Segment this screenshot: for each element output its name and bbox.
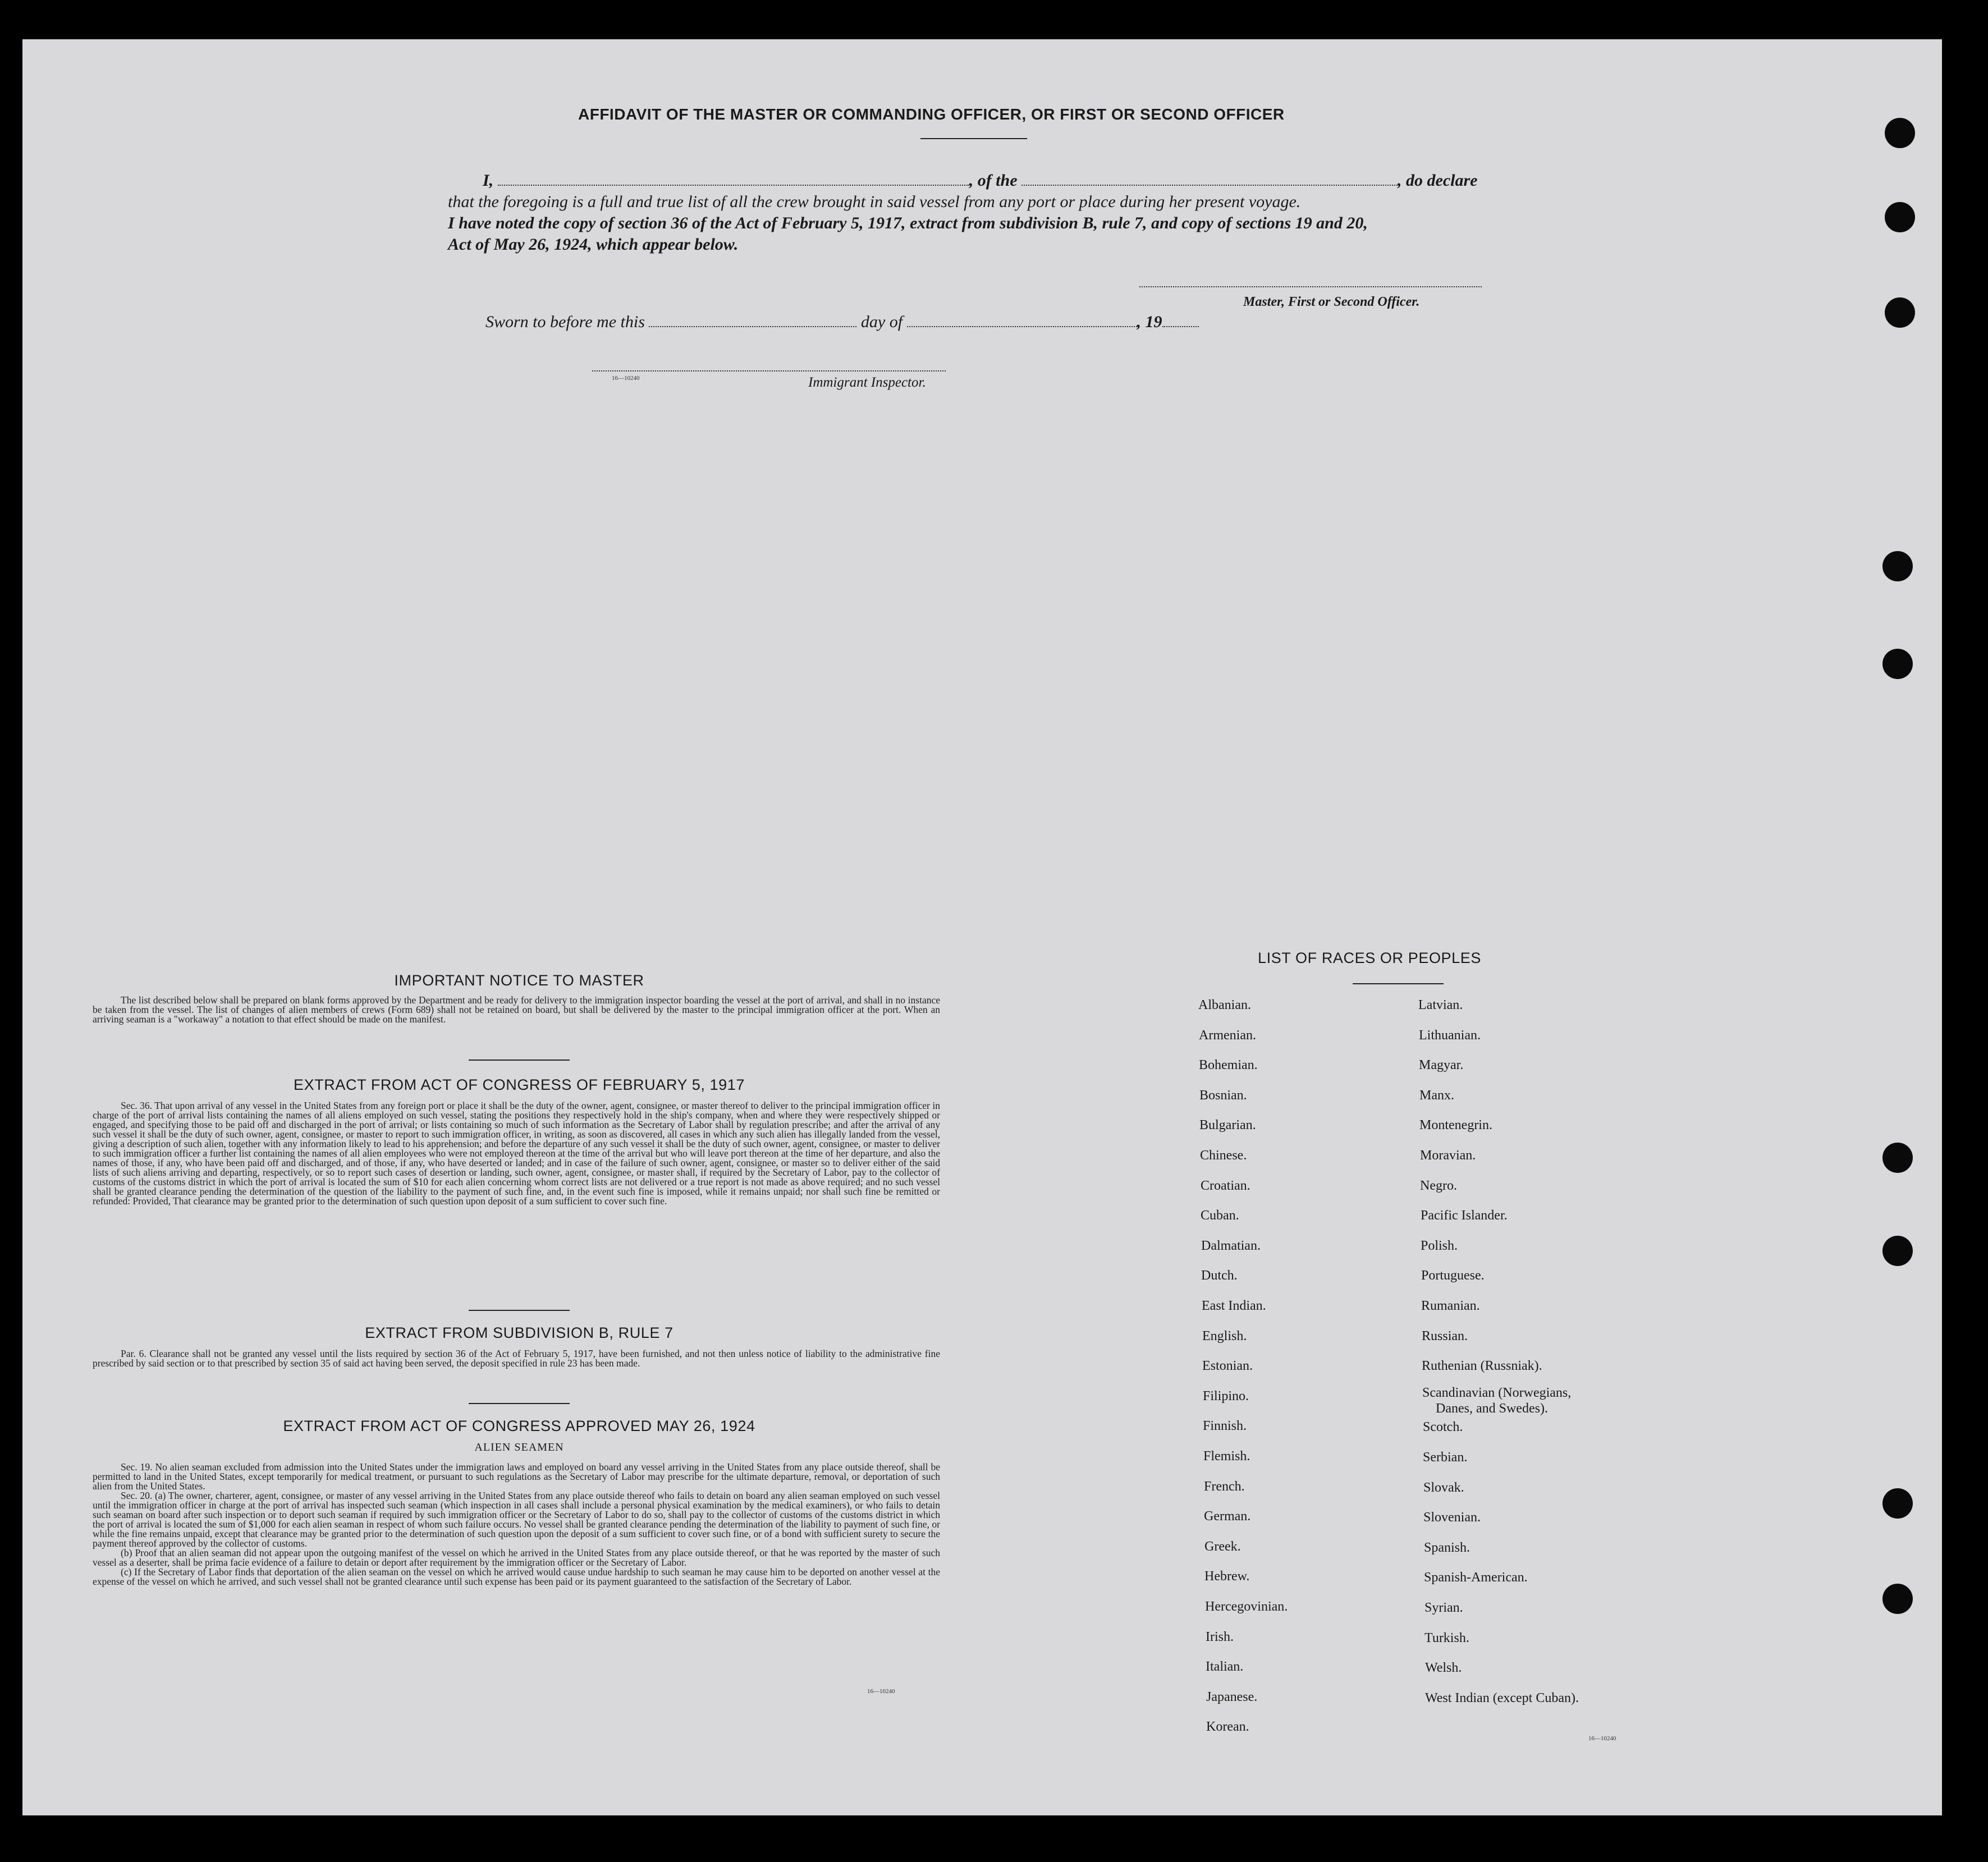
document-page [22, 39, 1942, 1815]
race-item: English. [1202, 1329, 1247, 1343]
race-item: Bosnian. [1199, 1088, 1247, 1103]
race-item: Finnish. [1203, 1419, 1247, 1433]
affidavit-line-2: that the foregoing is a full and true list of all the crew brought in said vessel from any port or place during her present voyage. [448, 192, 1301, 211]
race-item: Scandinavian (Norwegians, [1422, 1386, 1572, 1400]
race-item: Albanian. [1198, 998, 1251, 1012]
race-item: Latvian. [1418, 998, 1463, 1012]
race-item: Filipino. [1203, 1389, 1249, 1404]
race-item: German. [1204, 1509, 1251, 1524]
affidavit-title: AFFIDAVIT OF THE MASTER OR COMMANDING OFFICER, OR FIRST OR SECOND OFFICER [578, 106, 1285, 123]
punch-hole [1882, 1584, 1913, 1614]
race-item: Estonian. [1202, 1359, 1253, 1373]
race-item: Bohemian. [1199, 1058, 1258, 1072]
line1-i: I, [483, 171, 494, 190]
race-item: Dalmatian. [1201, 1239, 1261, 1253]
races-form-number: 16—10240 [1588, 1735, 1616, 1742]
punch-hole [1882, 1236, 1913, 1266]
line1-of-the: , of the [969, 171, 1018, 190]
day-of-label: day of [860, 313, 903, 331]
affidavit-line-3: I have noted the copy of section 36 of the Act of February 5, 1917, extract from subdivision B, rule 7, and copy of sections 19 and 20, [448, 214, 1368, 232]
race-item: Spanish-American. [1424, 1570, 1528, 1585]
race-item: Magyar. [1419, 1058, 1464, 1072]
race-item: Italian. [1206, 1659, 1244, 1674]
notice-rule [469, 1060, 570, 1061]
act1924-title: EXTRACT FROM ACT OF CONGRESS APPROVED MAY 26, 1924 [283, 1418, 755, 1434]
race-item: Cuban. [1201, 1208, 1239, 1223]
race-item: Slovak. [1423, 1480, 1464, 1495]
rule7-title: EXTRACT FROM SUBDIVISION B, RULE 7 [365, 1324, 674, 1341]
sworn-year-blank[interactable] [1162, 323, 1199, 327]
race-item: Lithuanian. [1419, 1028, 1481, 1043]
race-item: Welsh. [1425, 1661, 1462, 1675]
act1924-sec20a: Sec. 20. (a) The owner, charterer, agent, consignee, or master of any vessel arriving in the United States from any place outside thereof who fails to detain on board any alien seaman employed on such vessel until the immigration officer in charge at the port of arrival has inspected such seaman (which inspection in all cases shall include a personal physical examination by the medical examiners), or who fails to detain such seaman on board after such inspection or to deport such seaman if required by such immigration officer or the Secretary of Labor to do so, shall pay to the collector of customs of the customs district in which the port of arrival is located the sum of $1,000 for each alien seaman in respect of whom such failure occurs. No vessel shall be granted clearance pending the determination of the liability to payment of such fine, or while the fine remains unpaid, except that clearance may be granted prior to the determination of such question upon the deposit of a sum sufficient to cover such fine, or of a bond with sufficient surety to secure the payment thereof approved by the collector of customs. [93, 1490, 940, 1549]
master-signature-line[interactable] [1139, 286, 1482, 287]
race-item: Pacific Islander. [1421, 1208, 1508, 1223]
punch-hole [1885, 202, 1915, 232]
punch-hole [1885, 118, 1915, 148]
race-item: Korean. [1206, 1719, 1249, 1734]
title-rule [920, 138, 1027, 139]
race-item: Danes, and Swedes). [1436, 1401, 1548, 1416]
punch-hole [1882, 1143, 1913, 1173]
master-signature-label: Master, First or Second Officer. [1243, 295, 1420, 309]
race-item: Irish. [1206, 1630, 1234, 1644]
punch-hole [1885, 297, 1915, 328]
race-item: Greek. [1204, 1539, 1241, 1554]
act1917-text: Sec. 36. That upon arrival of any vessel in the United States from any foreign port or place it shall be the duty of the owner, agent, consignee, or master thereof to deliver to the principal immigration officer in charge of the port of arrival lists containing the names of all aliens employed on such vessel, stating the positions they respectively hold in the ship's company, when and where they were respectively shipped or engaged, and specifying those to be paid off and discharged in the port of arrival; or lists containing so much of such information as the Secretary of Labor shall by regulation prescribe; and after the arrival of any such vessel it shall be the duty of such owner, agent, consignee, or master to report to such immigration officer, in writing, as soon as discovered, all cases in which any such alien has illegally landed from the vessel, giving a description of such alien, together with any information likely to lead to his apprehension; and before the departure of any such vessel it shall be the duty of such owner, agent, consignee, or master to deliver to such immigration officer a further list containing the names of all alien employees who were not employed thereon at the time of the arrival but who will leave port thereon at the time of her departure, and also the names of those, if any, who have been paid off and discharged, and of those, if any, who have deserted or landed; and in case of the failure of such owner, agent, consignee, or master so to deliver either of the said lists of such aliens arriving and departing, respectively, or so to report such cases of desertion or landing, such owner, agent, consignee, or master shall, if required by the Secretary of Labor, pay to the collector of customs of the customs district in which the port of arrival is located the sum of $10 for each alien concerning whom correct lists are not delivered or a true report is not made as above required; and no such vessel shall be granted clearance pending the determination of the question of the liability to the payment of such fine, and, in the event such fine is imposed, while it remains unpaid; nor shall such fine be remitted or refunded: Provided, That clearance may be granted prior to the determination of such question upon deposit of a sum sufficient to cover such fine. [93, 1100, 940, 1207]
act1924-sec20c: (c) If the Secretary of Labor finds that deportation of the alien seaman on the vessel on which he arrived would cause undue hardship to such seaman he may cause him to be deported on another vessel at the expense of the vessel on which he arrived, and such vessel shall not be granted clearance until such expense has been paid or its payment guaranteed to the satisfaction of the Secretary of Labor. [93, 1566, 940, 1587]
race-item: Serbian. [1423, 1450, 1468, 1465]
race-item: Manx. [1419, 1088, 1454, 1103]
sworn-line [485, 311, 1199, 333]
sworn-month-blank[interactable] [907, 323, 1137, 327]
act1924-subtitle: ALIEN SEAMEN [474, 1441, 564, 1453]
affidavit-form-number: 16—10240 [612, 375, 640, 382]
punch-hole [1882, 551, 1913, 581]
act1924-sec19: Sec. 19. No alien seaman excluded from admission into the United States under the immigration laws and employed on board any vessel arriving in the United States from any place outside thereof, shall be permitted to land in the United States, except temporarily for medical treatment, or pursuant to such regulations as the Secretary of Labor may prescribe for the ultimate departure, removal, or deportation of such alien from the United States. [93, 1461, 940, 1492]
race-item: Slovenian. [1423, 1510, 1481, 1525]
race-item: Russian. [1422, 1329, 1468, 1343]
affidavit-line-1 [483, 169, 1477, 192]
race-item: Croatian. [1201, 1178, 1250, 1193]
sworn-label: Sworn to before me this [485, 313, 645, 331]
race-item: Chinese. [1200, 1148, 1247, 1163]
race-item: Negro. [1420, 1178, 1457, 1193]
race-item: Syrian. [1424, 1600, 1463, 1615]
punch-hole [1882, 649, 1913, 679]
race-item: Hercegovinian. [1205, 1599, 1288, 1614]
notice-title: IMPORTANT NOTICE TO MASTER [394, 972, 644, 989]
inspector-label: Immigrant Inspector. [808, 375, 926, 390]
race-item: Bulgarian. [1199, 1118, 1256, 1132]
race-item: Japanese. [1206, 1690, 1258, 1704]
affidavit-line-4: Act of May 26, 1924, which appear below. [448, 235, 739, 254]
race-item: Armenian. [1199, 1028, 1256, 1043]
act1924-sec20b: (b) Proof that an alien seaman did not appear upon the outgoing manifest of the vessel on which he arrived in the United States from any place outside thereof, or that he was reported by the master of such vessel as a deserter, shall be prima facie evidence of a failure to detain or deport after requirement by the immigration officer or the Secretary of Labor. [93, 1547, 940, 1568]
race-item: Spanish. [1424, 1540, 1471, 1555]
act1917-title: EXTRACT FROM ACT OF CONGRESS OF FEBRUARY 5, 1917 [294, 1076, 745, 1093]
race-item: Flemish. [1203, 1449, 1250, 1464]
race-item: Moravian. [1420, 1148, 1476, 1163]
race-item: Ruthenian (Russniak). [1422, 1359, 1542, 1373]
races-rule [1353, 983, 1444, 984]
year-label: , 19 [1137, 313, 1162, 331]
notice-text: The list described below shall be prepared on blank forms approved by the Department and be ready for delivery to the immigration inspector boarding the vessel at the port of arrival, and shall in no instance be taken from the vessel. The list of changes of alien members of crews (Form 689) shall not be retained on board, but shall be delivered by the master to the principal immigration officer at the port. When an arriving seaman is a "workaway" a notation to that effect should be made on the manifest. [93, 994, 940, 1025]
race-item: West Indian (except Cuban). [1425, 1691, 1579, 1705]
punch-hole [1882, 1488, 1913, 1519]
name-blank[interactable] [498, 181, 969, 186]
race-item: Turkish. [1424, 1631, 1469, 1645]
race-item: Rumanian. [1421, 1299, 1480, 1313]
race-item: East Indian. [1202, 1299, 1266, 1313]
rule7-text: Par. 6. Clearance shall not be granted any vessel until the lists required by section 36 of the Act of February 5, 1917, have been furnished, and not then unless notice of liability to the administrative fine prescribed by said section or to that prescribed by section 35 of said act having been served, the deposit specified in rule 23 has been made. [93, 1348, 940, 1369]
races-title: LIST OF RACES OR PEOPLES [1257, 950, 1482, 966]
race-item: Polish. [1421, 1239, 1458, 1253]
sworn-day-blank[interactable] [649, 323, 856, 327]
act1917-rule [469, 1310, 570, 1311]
act1924-body [93, 1462, 940, 1586]
race-item: Portuguese. [1421, 1268, 1485, 1283]
act1924-form-number: 16—10240 [867, 1688, 895, 1695]
vessel-blank[interactable] [1022, 181, 1398, 186]
race-item: Montenegrin. [1419, 1118, 1492, 1132]
line1-declare: , do declare [1398, 171, 1478, 190]
race-item: French. [1204, 1479, 1245, 1494]
race-item: Hebrew. [1204, 1569, 1250, 1584]
race-item: Dutch. [1201, 1268, 1238, 1283]
rule7-rule [469, 1403, 570, 1404]
race-item: Scotch. [1423, 1420, 1463, 1434]
